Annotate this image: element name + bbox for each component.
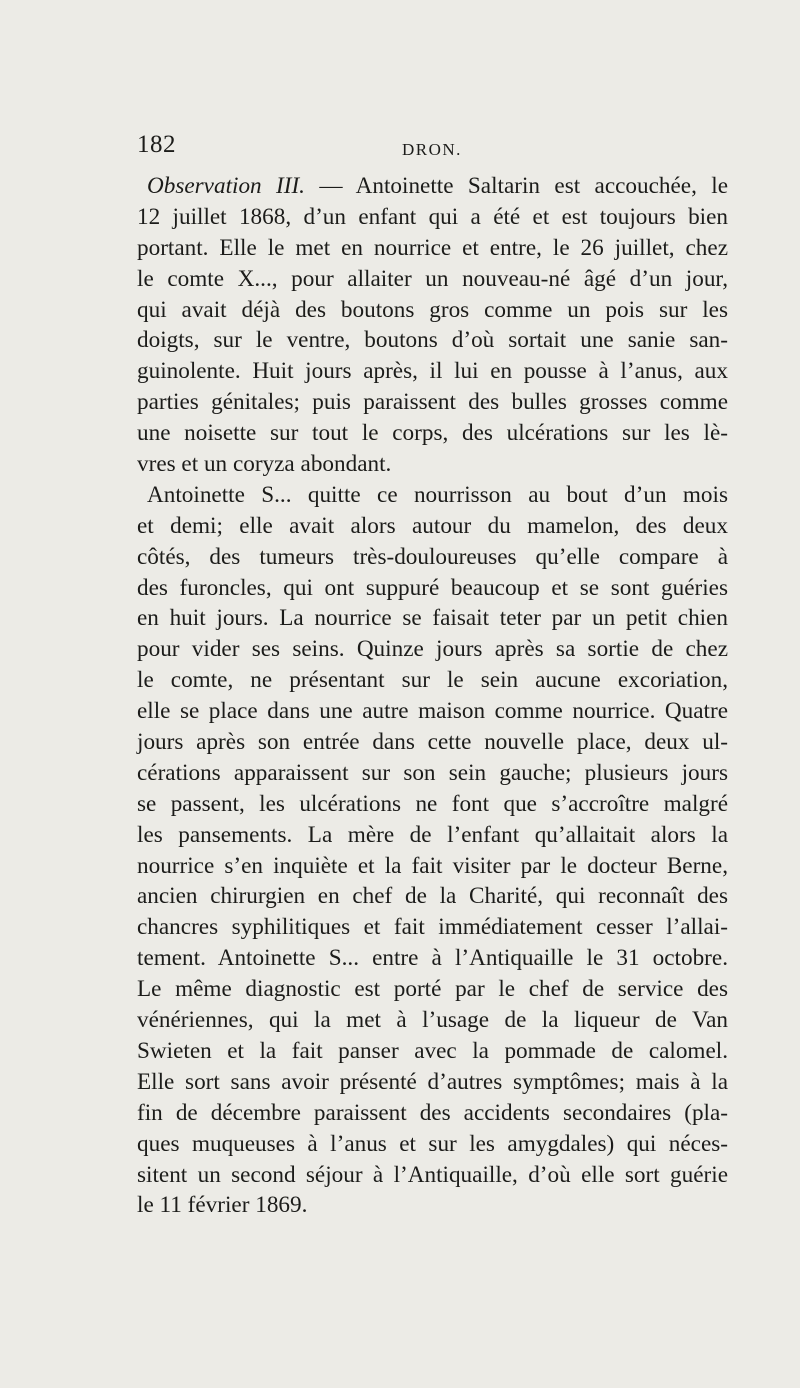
text-line: [137, 171, 728, 202]
text-line: Elle sort sans avoir présenté d’autres symptômes; mais à la: [137, 1068, 728, 1095]
text-line: portant. Elle le met en nourrice et entre, le 26 juillet, chez: [137, 234, 728, 261]
text-line: chancres syphilitiques et fait immédiatement cesser l’allai-: [137, 914, 728, 941]
observation-label: Observation III.: [147, 173, 305, 199]
text-line: côtés, des tumeurs très-douloureuses qu’elle compare à: [137, 543, 728, 570]
text-line: Swieten et la fait panser avec la pommade de calomel.: [137, 1037, 728, 1064]
text-line: ques muqueuses à l’anus et sur les amygdales) qui néces-: [137, 1130, 728, 1157]
text-line: tement. Antoinette S... entre à l’Antiquaille le 31 octobre.: [137, 945, 728, 972]
text-line: se passent, les ulcérations ne font que s’accroître malgré: [137, 790, 728, 817]
text-line: une noisette sur tout le corps, des ulcérations sur les lè-: [137, 420, 728, 447]
text-line-content: — Antoinette Saltarin est accouchée, le: [304, 173, 728, 199]
text-line: doigts, sur le ventre, boutons d’où sortait une sanie san-: [137, 327, 728, 354]
running-head: DRON.: [402, 140, 462, 159]
text-line: vénériennes, qui la met à l’usage de la liqueur de Van: [137, 1007, 728, 1034]
paragraph-continuation: [137, 480, 728, 1221]
text-line: sitent un second séjour à l’Antiquaille, d’où elle sort guérie: [137, 1161, 728, 1188]
text-line: vres et un coryza abondant.: [137, 451, 392, 478]
text-line: Le même diagnostic est porté par le chef de service des: [137, 976, 728, 1003]
text-line: pour vider ses seins. Quinze jours après sa sortie de chez: [137, 636, 728, 663]
text-line: le 11 février 1869.: [137, 1192, 308, 1219]
text-line: des furoncles, qui ont suppuré beaucoup et se sont guéries: [137, 574, 728, 601]
text-line: les pansements. La mère de l’enfant qu’allaitait alors la: [137, 821, 728, 848]
text-line: Antoinette S... quitte ce nourrisson au bout d’un mois: [147, 481, 728, 508]
text-line: elle se place dans une autre maison comme nourrice. Quatre: [137, 698, 728, 725]
text-line: en huit jours. La nourrice se faisait teter par un petit chien: [137, 605, 728, 632]
paragraph-observation: [137, 171, 728, 480]
page-number: 182: [137, 131, 176, 158]
page-header: [137, 131, 737, 161]
text-line: parties génitales; puis paraissent des bulles grosses comme: [137, 389, 728, 416]
text-line: qui avait déjà des boutons gros comme un pois sur les: [137, 296, 728, 323]
text-line: fin de décembre paraissent des accidents secondaires (pla-: [137, 1099, 728, 1126]
text-line: guinolente. Huit jours après, il lui en pousse à l’anus, aux: [137, 358, 728, 385]
text-line: nourrice s’en inquiète et la fait visiter par le docteur Berne,: [137, 852, 728, 879]
text-line: le comte, ne présentant sur le sein aucune excoriation,: [137, 667, 728, 694]
text-line: et demi; elle avait alors autour du mamelon, des deux: [137, 512, 728, 539]
body-text: [137, 171, 728, 1221]
text-line: ancien chirurgien en chef de la Charité, qui reconnaît des: [137, 883, 728, 910]
text-line: jours après son entrée dans cette nouvelle place, deux ul-: [137, 729, 728, 756]
text-line: 12 juillet 1868, d’un enfant qui a été et est toujours bien: [137, 203, 728, 230]
text-line: le comte X..., pour allaiter un nouveau-né âgé d’un jour,: [137, 265, 728, 292]
text-line: cérations apparaissent sur son sein gauche; plusieurs jours: [137, 759, 728, 786]
